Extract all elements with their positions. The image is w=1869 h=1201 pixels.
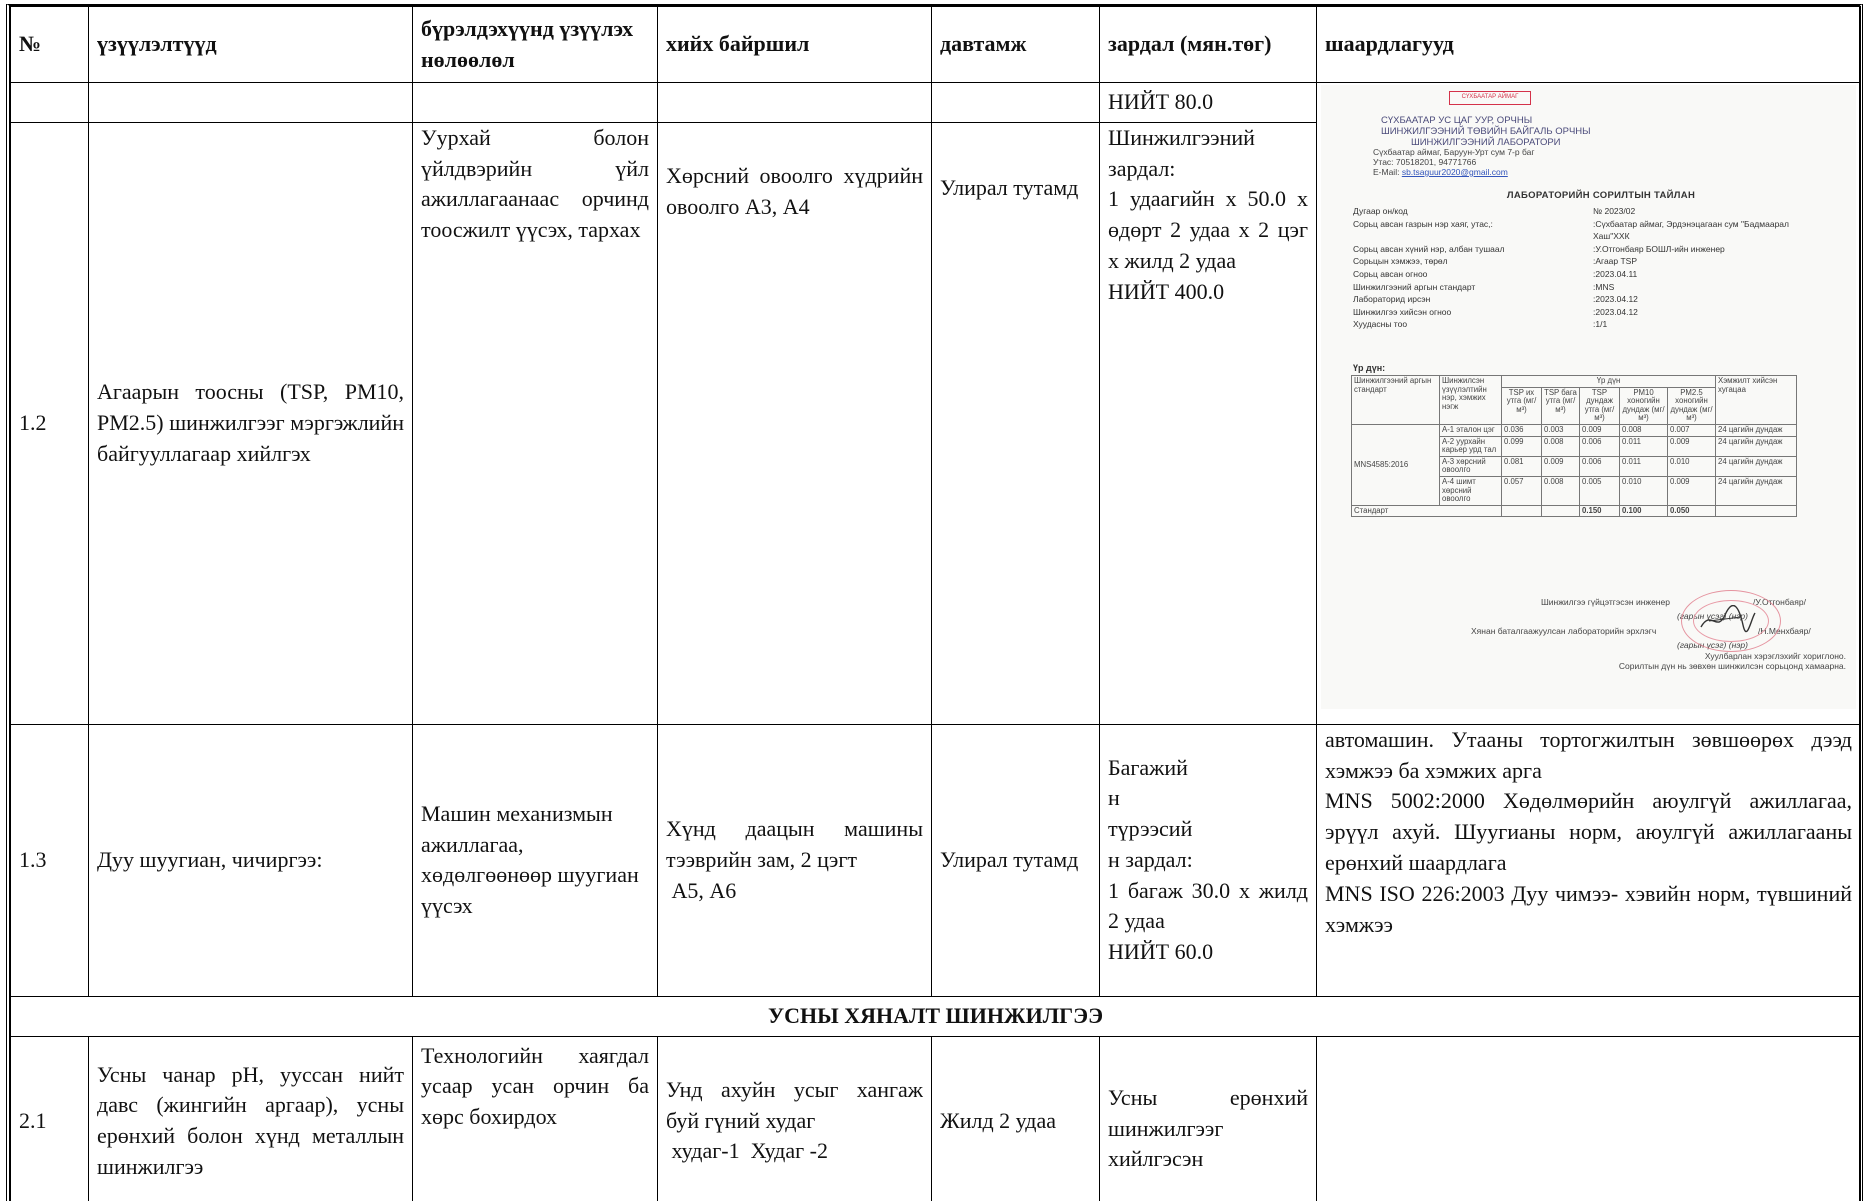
header-cost: зардал (мян.төг) xyxy=(1100,7,1317,83)
location-cell: Хүнд даацын машины тээврийн зам, 2 цэгт А5, А6 xyxy=(658,724,932,996)
signature-engineer-name: /У.Отгонбаяр/ xyxy=(1753,597,1806,607)
signature-engineer-label: Шинжилгээ гүйцэтгэсэн инженер xyxy=(1541,597,1670,607)
lab-address: Сүхбаатар аймаг, Баруун-Урт сум 7-р баг Утас: 70518201, 94771766 E-Mail: sb.tsaguur2020@gmail.com xyxy=(1373,147,1535,177)
row-number: 2.1 xyxy=(11,1036,89,1201)
header-requirements: шаардлагууд xyxy=(1317,7,1861,83)
lab-field-row: Сорьц авсан газрын нэр хаяг, утас,: :Сүхбаатар аймаг, Эрдэнэцагаан сум "Бадмаарал Хаш"ХХК xyxy=(1353,218,1789,242)
frequency-cell: Улирал тутамд xyxy=(932,724,1100,996)
location-cell: Унд ахуйн усыг хангаж буй гүний худаг худаг-1 Худаг -2 xyxy=(658,1036,932,1201)
handwritten-signature xyxy=(1697,605,1757,635)
section-row xyxy=(11,996,1861,1036)
lab-field-row: Лабораторид ирсэн :2023.04.12 xyxy=(1353,294,1638,305)
signature-head-label: Хянан баталгаажуулсан лабораторийн эрхлэгч xyxy=(1471,626,1657,636)
lab-report-scan-cell xyxy=(1317,83,1861,725)
table-row xyxy=(11,1036,1861,1201)
requirements-cell xyxy=(1317,1036,1861,1201)
lab-report-fields xyxy=(1353,205,1793,331)
lab-field-row: Сорьц авсан хүний нэр, албан тушаал :У.Отгонбаяр БОШЛ-ийн инженер xyxy=(1353,243,1725,254)
header-no: № xyxy=(11,7,89,83)
lab-field-row: Сорьц авсан огноо :2023.04.11 xyxy=(1353,268,1638,279)
cost-cell: Усны ерөнхий шинжилгээг хийлгэсэн xyxy=(1100,1036,1317,1201)
table-row xyxy=(11,83,1861,123)
lab-field-row: Хуудасны тоо :1/1 xyxy=(1353,319,1608,330)
lab-field-row: Шинжилгээ хийсэн огноо :2023.04.12 xyxy=(1353,306,1638,317)
frequency-cell: Жилд 2 удаа xyxy=(932,1036,1100,1201)
lab-result-row: MNS4585:2016 А-1 эталон цэг 0.036 0.003 0.009 0.008 0.007 24 цагийн дундаж xyxy=(1352,424,1797,436)
lab-organization: СҮХБААТАР УС ЦАГ УУР, ОРЧНЫ ШИНЖИЛГЭЭНИЙ ТӨВИЙН БАЙГАЛЬ ОРЧНЫ ШИНЖИЛГЭЭНИЙ ЛАБОРАТОРИ xyxy=(1381,115,1591,148)
requirements-cell: автомашин. Утааны тортогжилтын зөвшөөрөх дээд хэмжээ ба хэмжих арга MNS 5002:2000 Хөдөлмөрийн аюулгүй ажиллагаа, эрүүл ахуй. Шуугианы норм, аюулгүй ажиллагааны ерөнхий шаардлага MNS ISO 226:2003 Дуу чимээ- хэвийн норм, түвшиний хэмжээ xyxy=(1317,724,1861,996)
header-location: хийх байршил xyxy=(658,7,932,83)
lab-field-row: Сорьцын хэмжээ, төрөл :Агаар TSP xyxy=(1353,256,1638,267)
signature-head-name: /Н.Менхбаяр/ xyxy=(1758,626,1811,636)
lab-report-title: ЛАБОРАТОРИЙН СОРИЛТЫН ТАЙЛАН xyxy=(1506,190,1696,201)
lab-result-row: А-4 шимт хөрсний овоолго 0.057 0.008 0.005 0.010 0.009 24 цагийн дундаж xyxy=(1352,476,1797,505)
lab-field-row: Шинжилгээний аргын стандарт :MNS xyxy=(1353,281,1615,292)
header-frequency: давтамж xyxy=(932,7,1100,83)
lab-result-row: А-3 хөрсний овоолго 0.081 0.009 0.006 0.011 0.010 24 цагийн дундаж xyxy=(1352,456,1797,476)
impact-cell: Машин механизмын ажиллагаа, хөдөлгөөнөөр шуугиан үүсэх xyxy=(413,724,658,996)
header-impact: бүрэлдэхүүнд үзүүлэх нөлөөлөл xyxy=(413,7,658,83)
table-header-row xyxy=(11,7,1861,83)
results-label: Үр дүн: xyxy=(1353,363,1386,373)
indicator-cell: Агаарын тоосны (TSP, PM10, PM2.5) шинжилгээг мэргэжлийн байгууллагаар хийлгэх xyxy=(89,122,413,724)
location-cell: Хөрсний овоолго хүдрийн овоолго А3, А4 xyxy=(658,122,932,724)
previous-total: НИЙТ 80.0 xyxy=(1100,83,1317,123)
section-title-water: УСНЫ ХЯНАЛТ ШИНЖИЛГЭЭ xyxy=(11,996,1861,1036)
row-number: 1.3 xyxy=(11,724,89,996)
lab-result-row: А-2 уурхайн карьер урд тал 0.099 0.008 0.006 0.011 0.009 24 цагийн дундаж xyxy=(1352,436,1797,456)
table-row xyxy=(11,724,1861,996)
lab-results-table: Шинжилгээний аргын стандарт Шинжилсэн үзүүлэлтийн нэр, хэмжих нэгж Үр дүн Хэмжилт хийсэн хугацаа TSP их утга (мг/м³) TSP бага утга (мг/м³) TSP дундаж утга (мг/м³) PM10 хоногийн дундаж (мг/м³) PM2.5 хоногийн дундаж (мг/м³) MNS4585:2016 А-1 эталон цэг 0.036 0.003 0.009 0.008 0.007 24 цагийн дундаж А-2 уурхайн карьер урд тал 0.099 0.008 0.006 0.011 0.009 24 цагийн дундаж А-3 хөрсний овоолго 0.081 0.009 0.006 0.011 0.010 24 цагийн дундаж А-4 шимт хөрсний овоолго 0.057 0.008 0.005 0.010 0.009 24 цагийн дундаж Стандарт 0.150 0.100 0.050 xyxy=(1351,375,1797,517)
lab-report-footer: Хуулбарлан хэрэглэхийг хориглоно. Сорилтын дүн нь зөвхөн шинжилсэн сорьцонд хамаарна. xyxy=(1618,651,1846,671)
header-indicators: үзүүлэлтүүд xyxy=(89,7,413,83)
cost-cell: Шинжилгээний зардал: 1 удаагийн х 50.0 х өдөрт 2 удаа х 2 цэг х жилд 2 удаа НИЙТ 400.0 xyxy=(1100,122,1317,724)
monitoring-plan-table xyxy=(10,6,1861,1201)
indicator-cell: Дуу шуугиан, чичиргээ: xyxy=(89,724,413,996)
row-number: 1.2 xyxy=(11,122,89,724)
lab-email: sb.tsaguur2020@gmail.com xyxy=(1401,167,1508,177)
frequency-cell: Улирал тутамд xyxy=(932,122,1100,724)
lab-report-scan: СҮХБААТАР АЙМАГ СҮХБААТАР УС ЦАГ УУР, ОРЧНЫ ШИНЖИЛГЭЭНИЙ ТӨВИЙН БАЙГАЛЬ ОРЧНЫ ШИНЖИЛГЭЭНИЙ ЛАБОРАТОРИ Сүхбаатар аймаг, Баруун-Урт сум 7-р баг Утас: 70518201, 94771766 E-Mail: sb.tsaguur2020@gmail.com ЛАБОРАТОРИЙН СОРИЛТЫН ТАЙЛАН Дугаар он/код № 2023/02 Сорьц авсан газрын нэр хаяг, утас,: :Сүхбаатар аймаг, Эрдэнэцагаан сум "Бадмаарал Хаш"ХХК Сорьц авсан хүний нэр, албан тушаал :У.Отгонбаяр БОШЛ-ийн инженер Сорьцын хэмжээ, төрөл :Агаар TSP Сорьц авсан огноо :2023.04.11 Шинжилгээний аргын стандарт :MNS Лабораторид ирсэн :2023.04.12 Шинжилгээ хийсэн огноо :2023.04.12 Хуудасны тоо :1/1 Үр дүн: Шинжилгээний аргын стандарт Шинжилсэн үзүүлэлтийн нэр, хэмжих нэгж Үр дүн Хэмжилт хийсэн хугацаа TSP их утга (мг/м³) TSP бага утга (мг/м³) TSP дундаж утга (мг/м³) PM10 хоногийн дундаж (мг/м³) PM2.5 хоногийн дундаж (мг/м³) MNS4585:2016 А-1 эталон цэг 0.036 0.003 0.009 0.008 0.007 24 цагийн дундаж А-2 уурхайн карьер урд тал 0.099 0.008 0.006 0.011 0.009 24 цагийн дундаж А-3 хөрсний овоолго 0.081 0.009 0.006 0.011 0.010 24 цагийн дундаж А-4 шимт хөрсний овоолго 0.057 0.008 0.005 0.010 0.009 24 цагийн дундаж Стандарт 0.150 0.100 0.050 Шинжилгээ гүйцэтгэсэн инженер /У.Отгонбаяр/ (гарын үсэг) (нэр) Хянан баталгаажуулсан лабораторийн эрхлэгч /Н.Менхбаяр/ (гарын үсэг) (нэр) Хуулбарлан хэрэглэхийг хориглоно. Сорилтын дүн нь зөвхөн шинжилсэн сорьцонд хамаарна. xyxy=(1321,85,1856,709)
lab-field-row: Дугаар он/код № 2023/02 xyxy=(1353,206,1636,216)
lab-stamp: СҮХБААТАР АЙМАГ xyxy=(1449,91,1531,105)
cost-cell: Багажий н түрээсий н зардал: 1 багаж 30.0 х жилд 2 удаа НИЙТ 60.0 xyxy=(1100,724,1317,996)
impact-cell: Уурхай болон үйлдвэрийн үйл ажиллагаанаас орчинд тоосжилт үүсэх, тархах xyxy=(413,122,658,724)
impact-cell: Технологийн хаягдал усаар усан орчин ба хөрс бохирдох xyxy=(413,1036,658,1201)
indicator-cell: Усны чанар pH, уусcан нийт давс (жингийн аргаар), усны ерөнхий болон хүнд металлын шинжилгээ xyxy=(89,1036,413,1201)
